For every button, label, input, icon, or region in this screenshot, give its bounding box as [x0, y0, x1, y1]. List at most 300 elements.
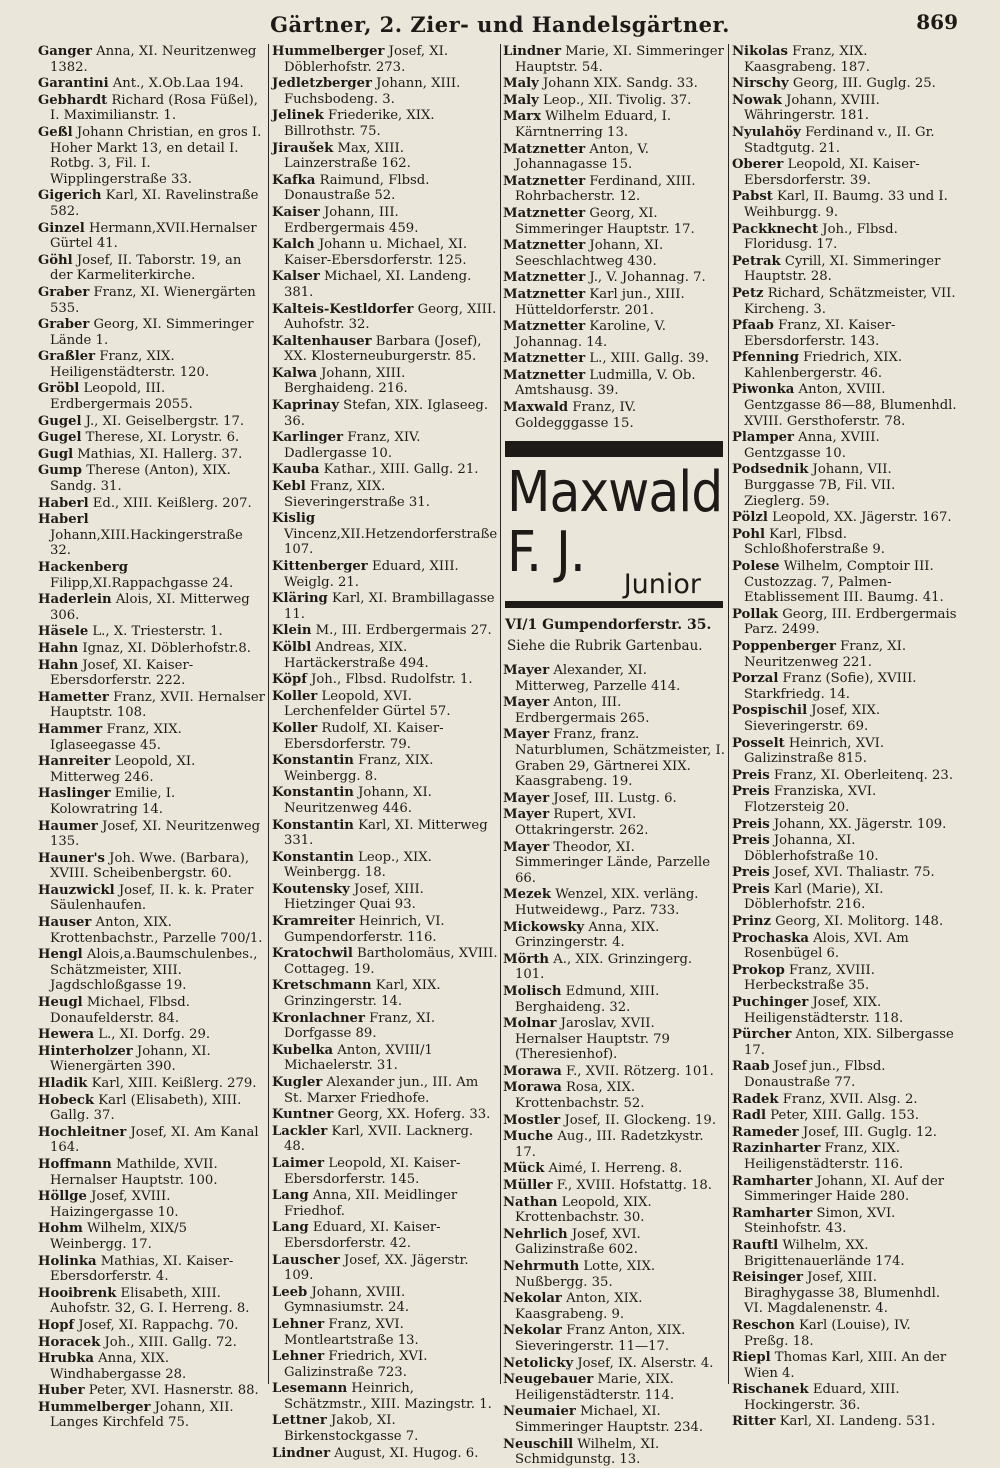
entry-details: Franz, XIX. Heiligenstädterstr. 116. — [744, 1141, 904, 1172]
entry-details: Aug., III. Radetzkystr. 17. — [515, 1129, 704, 1160]
directory-entry — [503, 1437, 725, 1468]
directory-entry — [38, 463, 266, 494]
entry-name: Kretschmann — [272, 978, 372, 994]
directory-entry — [503, 368, 725, 399]
entry-details: Anna, XIX. Grinzingerstr. 4. — [515, 919, 660, 951]
entry-details: Karl, XI. Ravelinstraße 582. — [50, 188, 259, 219]
entry-name: Kalteis-Kestldorfer — [272, 301, 414, 317]
directory-entry — [38, 253, 266, 284]
entry-name: Hinterholzer — [38, 1043, 133, 1059]
entry-name: Hammer — [38, 721, 103, 737]
entry-details: Theodor, XI. Simmeringer Lände, Parzelle 66. — [515, 839, 711, 886]
entry-name: Koller — [272, 688, 318, 704]
ad-junior-label: Junior — [623, 569, 701, 601]
entry-name: Petrak — [732, 253, 781, 269]
directory-entry — [503, 238, 725, 269]
entry-name: Reisinger — [732, 1270, 803, 1286]
directory-entry — [503, 695, 725, 726]
directory-entry — [732, 833, 958, 864]
entry-name: Neugebauer — [503, 1372, 594, 1388]
directory-entry — [732, 1174, 958, 1205]
directory-entry — [503, 1404, 725, 1435]
directory-entry — [732, 1141, 958, 1172]
entry-details: Anton, XVIII/1 Michaelerstr. 31. — [284, 1042, 433, 1074]
directory-entry — [272, 785, 498, 816]
directory-entry — [272, 1011, 498, 1042]
directory-entry — [38, 221, 266, 252]
entry-name: Haderlein — [38, 592, 112, 608]
directory-entry — [503, 206, 725, 237]
directory-entry — [503, 807, 725, 838]
entry-details: Josef, XI. Am Kanal 164. — [50, 1124, 259, 1156]
entry-details: Karl, II. Baumg. 33 und I. Weihburgg. 9. — [744, 189, 948, 220]
entry-details: Leop., XII. Tivolig. 37. — [538, 92, 692, 108]
entry-name: Huber — [38, 1383, 85, 1399]
directory-entry — [272, 914, 498, 945]
directory-entry — [38, 496, 266, 512]
directory-entry — [272, 366, 498, 397]
entry-details: Johann, XVIII. Gymnasiumstr. 24. — [284, 1284, 410, 1316]
entry-name: Pollak — [732, 606, 779, 622]
entry-details: Karl, Flbsd. Schloßhoferstraße 9. — [744, 526, 885, 558]
directory-entry — [732, 914, 958, 930]
entry-details: Max, XIII. Lainzerstraße 162. — [284, 140, 411, 172]
entry-name: Kislig — [272, 511, 316, 527]
directory-entry — [503, 142, 725, 173]
entry-details: Hermann,XVII.Hernalser Gürtel 41. — [50, 220, 257, 252]
directory-entry — [272, 173, 498, 204]
entry-name: Kebl — [272, 479, 306, 495]
entry-name: Neuschill — [503, 1436, 574, 1452]
entry-name: Nathan — [503, 1194, 558, 1210]
entry-name: Morawa — [503, 1063, 562, 1079]
entry-details: Karl, XVII. Lacknerg. 48. — [284, 1123, 474, 1155]
directory-entry — [38, 560, 266, 591]
directory-entry — [503, 1161, 725, 1177]
column-2 — [272, 44, 498, 1461]
entry-name: Graßler — [38, 349, 96, 365]
entry-name: Matznetter — [503, 286, 586, 302]
entry-details: Marie, XIX. Heiligenstädterstr. 114. — [515, 1372, 675, 1403]
directory-entry — [732, 527, 958, 558]
entry-name: Horacek — [38, 1334, 101, 1350]
entry-details: Therese (Anton), XIX. Sandg. 31. — [50, 463, 231, 495]
directory-entry — [732, 254, 958, 285]
directory-entry — [272, 479, 498, 510]
directory-entry — [272, 76, 498, 107]
directory-entry — [38, 592, 266, 623]
entry-name: Lindner — [272, 1445, 331, 1461]
directory-entry — [38, 1335, 266, 1351]
entry-details: Raimund, Flbsd. Donaustraße 52. — [284, 172, 430, 204]
directory-entry — [503, 1064, 725, 1080]
entry-details: Johann, XIII. Berghaideng. 216. — [284, 365, 408, 397]
directory-entry — [272, 1446, 498, 1462]
directory-entry — [272, 978, 498, 1009]
entry-details: Josef, XI. Neuritzenweg 135. — [50, 818, 261, 850]
entry-name: Hohm — [38, 1221, 83, 1237]
entry-details: Therese, XI. Lorystr. 6. — [81, 430, 240, 446]
directory-entry — [732, 430, 958, 461]
entry-name: Packknecht — [732, 221, 819, 237]
entry-details: Stefan, XIX. Iglaseeg. 36. — [284, 398, 489, 429]
entry-details: Franz, XIX. Iglaseegasse 45. — [50, 721, 182, 753]
entry-name: Mayer — [503, 663, 550, 679]
entry-name: Gugel — [38, 413, 82, 429]
entry-details: Jaroslav, XVII. Hernalser Hauptstr. 79 (Theresienhof). — [515, 1016, 670, 1063]
entry-details: Franz, XVI. Montleartstraße 13. — [284, 1316, 419, 1348]
entry-details: Alois, XI. Mitterweg 306. — [50, 592, 250, 623]
directory-entry — [732, 1318, 958, 1349]
entry-details: Johann, XI. Auf der Simmeringer Haide 280. — [744, 1173, 945, 1205]
directory-entry — [272, 1317, 498, 1348]
entry-name: Prinz — [732, 914, 771, 930]
entry-details: Heinrich, VI. Gumpendorferstr. 116. — [284, 914, 445, 945]
entry-name: Koutensky — [272, 881, 350, 897]
entry-name: Mück — [503, 1161, 545, 1177]
directory-entry — [732, 1350, 958, 1381]
column-4 — [732, 44, 958, 1430]
entry-name: Posselt — [732, 735, 785, 751]
entry-name: Häsele — [38, 624, 89, 640]
entry-details: Karl, XI. Mitterweg 331. — [284, 817, 488, 849]
entry-name: Pfenning — [732, 350, 799, 366]
directory-entry — [503, 727, 725, 789]
directory-entry — [38, 44, 266, 75]
entry-details: Filipp,XI.Rappachgasse 24. — [50, 575, 234, 591]
directory-entry — [503, 1227, 725, 1258]
entry-name: Konstantin — [272, 753, 354, 769]
directory-entry — [503, 887, 725, 918]
directory-entry — [38, 786, 266, 817]
entry-details: Franz, XVIII. Herbeckstraße 35. — [744, 962, 875, 994]
entry-name: Rischanek — [732, 1382, 809, 1398]
directory-entry — [38, 1125, 266, 1156]
entry-details: Aimé, I. Herreng. 8. — [544, 1161, 683, 1177]
entry-name: Mayer — [503, 790, 550, 806]
directory-entry — [732, 1382, 958, 1413]
directory-entry — [503, 287, 725, 318]
directory-entry — [272, 1124, 498, 1155]
directory-entry — [503, 1259, 725, 1290]
entry-name: Kölbl — [272, 639, 312, 655]
entry-name: Haberl — [38, 495, 89, 511]
entry-details: Anna, XVIII. Gentzgasse 10. — [744, 430, 880, 461]
directory-entry — [272, 205, 498, 236]
directory-entry — [38, 915, 266, 946]
entry-name: Nikolas — [732, 44, 788, 59]
directory-entry — [503, 109, 725, 140]
entry-details: Josef, XI. Rappachg. 70. — [74, 1317, 239, 1333]
directory-entry — [272, 1220, 498, 1251]
entry-name: Jelinek — [272, 108, 324, 124]
directory-entry — [272, 1075, 498, 1106]
directory-entry — [38, 1093, 266, 1124]
entry-details: Elisabeth, XIII. Auhofstr. 32, G. I. Herreng. 8. — [50, 1285, 250, 1317]
directory-entry — [732, 995, 958, 1026]
entry-name: Kauba — [272, 462, 320, 478]
entry-details: Mathias, XI. Kaiser-Ebersdorferstr. 4. — [50, 1253, 234, 1285]
entry-details: Johann, III. Erdbergermais 459. — [284, 204, 419, 236]
entry-name: Lesemann — [272, 1381, 348, 1397]
entry-details: Josef, XX. Jägerstr. 109. — [284, 1252, 469, 1284]
entry-details: Josef, XIX. Heiligenstädterstr. 118. — [744, 995, 904, 1026]
entry-details: Johanna, XI. Döblerhofstraße 10. — [744, 833, 879, 864]
entry-details: Wenzel, XIX. verläng. Hutweidewg., Parz. 733. — [515, 887, 699, 918]
entry-details: Alois,a.Baumschulenbes., Schätzmeister, XIII. Jagdschloßgasse 19. — [50, 947, 258, 994]
entry-details: Anna, XIX. Windhabergasse 28. — [50, 1351, 187, 1382]
entry-name: Haslinger — [38, 786, 111, 802]
directory-entry — [272, 462, 498, 478]
entry-details: Georg, III. Guglg. 25. — [788, 76, 936, 92]
entry-name: Ritter — [732, 1414, 776, 1430]
entry-details: Joh. Wwe. (Barbara), XVIII. Scheibenbergstr. 60. — [50, 850, 250, 882]
directory-entry — [38, 285, 266, 316]
entry-details: August, XI. Hugog. 6. — [330, 1445, 479, 1461]
entry-name: Muche — [503, 1129, 554, 1145]
directory-entry — [732, 1027, 958, 1058]
entry-details: L., X. Triesterstr. 1. — [88, 624, 223, 640]
entry-details: Lotte, XIX. Nußbergg. 35. — [515, 1259, 656, 1290]
directory-entry — [38, 93, 266, 124]
entry-details: Bartholomäus, XVIII. Cottageg. 19. — [284, 946, 498, 977]
directory-entry — [503, 1113, 725, 1129]
directory-entry — [38, 1318, 266, 1334]
directory-entry — [732, 736, 958, 767]
directory-entry — [732, 1414, 958, 1430]
directory-entry — [272, 1253, 498, 1284]
entry-name: Radek — [732, 1091, 779, 1107]
entry-name: Haberl — [38, 512, 89, 528]
entry-name: Nirschy — [732, 76, 789, 92]
page-header — [0, 0, 1000, 40]
entry-details: Joh., Flbsd. Rudolfstr. 1. — [306, 672, 473, 688]
entry-details: Michael, XI. Simmeringer Hauptstr. 234. — [515, 1404, 704, 1435]
entry-name: Kalwa — [272, 365, 317, 381]
entry-details: Franz, XIX. Sieveringerstraße 31. — [284, 479, 430, 510]
entry-details: Franz, XI. Dorfgasse 89. — [284, 1010, 436, 1042]
directory-entry — [732, 318, 958, 349]
entry-name: Kratochwil — [272, 946, 353, 962]
entry-details: Franz, XI. Neuritzenweg 221. — [744, 638, 907, 670]
directory-entry — [38, 1286, 266, 1317]
entry-name: Kronlachner — [272, 1010, 365, 1026]
entry-details: Joh., XIII. Gallg. 72. — [100, 1334, 237, 1350]
directory-entry — [272, 141, 498, 172]
entry-name: Gugl — [38, 446, 74, 462]
entry-name: Mayer — [503, 695, 550, 711]
entry-name: Konstantin — [272, 785, 354, 801]
page-title: Gärtner, 2. Zier- und Handelsgärtner. — [270, 12, 730, 37]
directory-entry — [503, 351, 725, 367]
entry-details: F., XVII. Rötzerg. 101. — [561, 1063, 714, 1079]
entry-name: Lang — [272, 1188, 309, 1204]
entry-name: Kaprinay — [272, 398, 339, 414]
directory-entry — [732, 1059, 958, 1090]
directory-entry — [732, 93, 958, 124]
entry-details: Josef, III. Lustg. 6. — [549, 790, 677, 806]
entry-name: Lehner — [272, 1316, 325, 1332]
entry-details: Karl (Elisabeth), XIII. Gallg. 37. — [50, 1092, 242, 1124]
directory-entry — [732, 157, 958, 188]
entry-name: Klein — [272, 623, 312, 639]
directory-entry — [732, 44, 958, 75]
directory-entry — [732, 222, 958, 253]
entry-name: Preis — [732, 881, 770, 897]
entry-name: Piwonka — [732, 382, 795, 398]
entry-details: Karl (Marie), XI. Döblerhofstr. 216. — [744, 881, 884, 913]
directory-entry — [732, 1270, 958, 1317]
entry-name: Hackenberg — [38, 560, 128, 575]
directory-entry — [38, 1383, 266, 1399]
entry-name: Rauftl — [732, 1237, 779, 1253]
entry-details: Leopold, XI. Kaiser-Ebersdorferstr. 145. — [284, 1155, 461, 1187]
entry-details: Franz, XI. Kaiser-Ebersdorferstr. 143. — [744, 318, 896, 349]
entry-name: Matznetter — [503, 367, 586, 383]
entry-name: Hummelberger — [272, 44, 385, 59]
entry-details: Alexander jun., III. Am St. Marxer Friedhofe. — [284, 1075, 479, 1106]
entry-name: Lehner — [272, 1349, 325, 1365]
entry-details: Vincenz,XII.Hetzendorferstraße 107. — [284, 526, 498, 558]
entry-name: Kramreiter — [272, 914, 355, 930]
entry-name: Maly — [503, 76, 539, 92]
entry-name: Preis — [732, 865, 770, 881]
directory-entry — [732, 1108, 958, 1124]
directory-entry — [732, 607, 958, 638]
entry-name: Nekolar — [503, 1323, 562, 1339]
entry-name: Preis — [732, 767, 770, 783]
entry-details: Wilhelm, Comptoir III. Custozzag. 7, Palmen-Etablissement III. Baumg. 41. — [744, 559, 944, 606]
entry-name: Müller — [503, 1178, 553, 1194]
entry-details: L., XI. Dorfg. 29. — [94, 1027, 211, 1043]
entry-details: Rosa, XIX. Krottenbachstr. 52. — [515, 1080, 645, 1112]
entry-name: Matznetter — [503, 319, 586, 335]
directory-entry — [38, 381, 266, 412]
entry-details: Leopold, XVI. Lerchenfelder Gürtel 57. — [284, 688, 451, 720]
directory-entry — [272, 430, 498, 461]
directory-entry — [732, 817, 958, 833]
entry-details: Franziska, XVI. Flotzersteig 20. — [744, 784, 877, 815]
entry-details: Georg, XI. Simmeringer Hauptstr. 17. — [515, 205, 695, 237]
entry-name: Nowak — [732, 92, 782, 108]
directory-entry — [503, 663, 725, 694]
directory-entry — [272, 623, 498, 639]
entry-details: Karl, XIII. Keißlerg. 279. — [87, 1076, 257, 1091]
ad-top-bar — [505, 441, 723, 457]
directory-entry — [38, 995, 266, 1026]
entry-name: Mayer — [503, 727, 550, 743]
entry-details: Josef, XVI. Galizinstraße 602. — [515, 1226, 641, 1258]
directory-entry — [272, 1349, 498, 1380]
entry-name: Molisch — [503, 983, 562, 999]
entry-name: Raab — [732, 1059, 770, 1075]
entry-details: Rudolf, XI. Kaiser-Ebersdorferstr. 79. — [284, 720, 444, 752]
entry-details: Johann, XVIII. Währingerstr. 181. — [744, 92, 880, 124]
entry-name: Hrubka — [38, 1351, 94, 1367]
directory-entry — [732, 865, 958, 881]
directory-entry — [272, 591, 498, 622]
entry-name: Mayer — [503, 839, 550, 855]
directory-entry — [38, 447, 266, 463]
directory-entry — [272, 108, 498, 139]
directory-entry — [732, 350, 958, 381]
entry-name: Köpf — [272, 672, 307, 688]
directory-entry — [272, 1381, 498, 1412]
directory-entry — [272, 1285, 498, 1316]
entry-name: Hametter — [38, 689, 109, 705]
entry-details: Kathar., XIII. Gallg. 21. — [319, 462, 479, 478]
entry-name: Matznetter — [503, 270, 586, 286]
entry-details: Johann Christian, en gros I. Hoher Markt 13, en detail I. Rotbg. 3, Fil. I. Wipplingerstraße 33. — [50, 124, 262, 187]
directory-entry — [732, 784, 958, 815]
entry-name: Konstantin — [272, 817, 354, 833]
entry-name: Kittenberger — [272, 559, 368, 574]
directory-entry — [272, 559, 498, 590]
entry-name: Konstantin — [272, 849, 354, 865]
directory-entry — [503, 952, 725, 983]
entry-name: Kaltenhauser — [272, 333, 372, 349]
entry-name: Riepl — [732, 1350, 771, 1366]
directory-entry — [38, 1044, 266, 1075]
entry-details: A., XIX. Grinzingerg. 101. — [515, 951, 693, 983]
directory-entry — [38, 1157, 266, 1188]
directory-entry — [732, 639, 958, 670]
entry-details: Karl jun., XIII. Hütteldorferstr. 201. — [515, 286, 685, 318]
entry-details: Franz Anton, XIX. Sieveringerstr. 11—17. — [515, 1323, 686, 1354]
directory-entry — [38, 883, 266, 914]
entry-name: Lang — [272, 1220, 309, 1236]
entry-name: Kalser — [272, 269, 320, 285]
entry-name: Gigerich — [38, 188, 102, 204]
directory-entry — [272, 237, 498, 268]
entry-details: Josef, XVIII. Haizingergasse 10. — [50, 1189, 179, 1220]
column-divider — [500, 44, 501, 1384]
directory-entry — [732, 1238, 958, 1269]
ad-bottom-bar — [505, 601, 723, 608]
directory-entry — [38, 1076, 266, 1092]
entry-name: Mörth — [503, 951, 550, 967]
entry-name: Karlinger — [272, 430, 344, 446]
directory-entry — [272, 946, 498, 977]
entry-name: Prochaska — [732, 930, 809, 946]
entry-name: Koller — [272, 720, 318, 736]
directory-entry — [38, 1400, 266, 1431]
entry-details: Josef, IX. Alserstr. 4. — [573, 1355, 714, 1371]
maxwald-advertisement — [503, 441, 725, 655]
entry-details: Mathias, XI. Hallerg. 37. — [73, 446, 243, 462]
entry-details: Michael, XI. Landeng. 381. — [284, 269, 472, 300]
entry-name: Hahn — [38, 640, 79, 656]
entry-details: Anton, XVIII. Gentzgasse 86—88, Blumenhdl. XVIII. Gersthoferstr. 78. — [744, 382, 957, 429]
directory-entry — [503, 76, 725, 92]
entry-name: Ramharter — [732, 1173, 813, 1189]
entry-name: Porzal — [732, 671, 779, 687]
entry-name: Hanreiter — [38, 754, 111, 770]
directory-entry — [272, 44, 498, 75]
entry-name: Maly — [503, 92, 539, 108]
entry-details: Josef, XIX. Sieveringerstr. 69. — [744, 703, 881, 734]
directory-entry — [272, 398, 498, 429]
entry-details: Simon, XVI. Steinhofstr. 43. — [744, 1205, 896, 1237]
entry-name: Plamper — [732, 430, 794, 446]
entry-details: Johann u. Michael, XI. Kaiser-Ebersdorferstr. 125. — [284, 237, 468, 268]
entry-details: Leopold, XIX. Krottenbachstr. 30. — [515, 1194, 652, 1226]
entry-name: Garantini — [38, 76, 109, 92]
entry-name: Pospischil — [732, 703, 808, 719]
directory-entry — [732, 382, 958, 429]
entry-name: Gugel — [38, 430, 82, 446]
directory-entry — [38, 1351, 266, 1382]
